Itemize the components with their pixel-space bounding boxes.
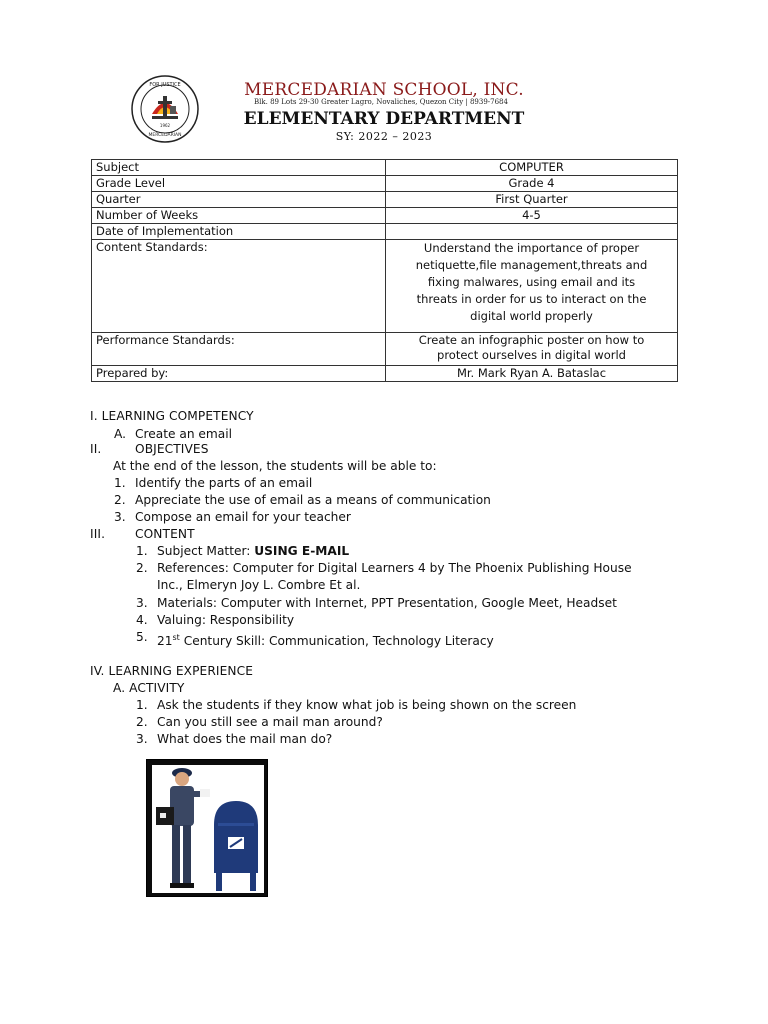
- table-row: [92, 176, 678, 192]
- section-numeral: II.: [90, 442, 102, 456]
- school-year: SY: 2022 – 2023: [335, 130, 433, 143]
- row-value: Grade 4: [386, 176, 678, 192]
- table-row: [92, 366, 678, 382]
- list-marker: 1.: [136, 698, 148, 712]
- lesson-info-table: [91, 159, 678, 382]
- row-label: Prepared by:: [92, 366, 386, 382]
- list-item: Create an email: [135, 427, 233, 441]
- row-value: COMPUTER: [386, 160, 678, 176]
- list-marker: A.: [114, 427, 126, 441]
- list-marker: 5.: [136, 630, 148, 644]
- list-item-continuation: Inc., Elmeryn Joy L. Combre Et al.: [157, 578, 361, 592]
- svg-text:1962: 1962: [159, 123, 171, 128]
- list-item: Identify the parts of an email: [135, 476, 313, 490]
- list-marker: 3.: [136, 596, 148, 610]
- table-row: [92, 192, 678, 208]
- row-label: Grade Level: [92, 176, 386, 192]
- section-heading: OBJECTIVES: [135, 442, 209, 456]
- section-intro: At the end of the lesson, the students will be able to:: [113, 459, 437, 473]
- row-value: [386, 224, 678, 240]
- section-heading: I. LEARNING COMPETENCY: [90, 409, 254, 423]
- letterhead: [0, 74, 768, 154]
- row-label: Quarter: [92, 192, 386, 208]
- list-marker: 2.: [114, 493, 126, 507]
- row-value: Understand the importance of proper netiquette,file management,threats and fixing malwares, using email and its threats in order for us to interact on the digital world properly: [386, 240, 678, 333]
- row-label: Content Standards:: [92, 240, 386, 333]
- list-marker: 2.: [136, 561, 148, 575]
- list-marker: 1.: [114, 476, 126, 490]
- section-numeral: III.: [90, 527, 106, 541]
- mailman-photo: [146, 759, 268, 897]
- svg-text:FOR JUSTICE: FOR JUSTICE: [149, 82, 181, 88]
- table-row: [92, 208, 678, 224]
- list-marker: 1.: [136, 544, 148, 558]
- row-value: Create an infographic poster on how to protect ourselves in digital world: [386, 333, 678, 366]
- list-marker: 3.: [114, 510, 126, 524]
- row-label: Number of Weeks: [92, 208, 386, 224]
- list-item: References: Computer for Digital Learners 4 by The Phoenix Publishing House: [157, 561, 632, 575]
- list-item: Ask the students if they know what job is being shown on the screen: [157, 698, 577, 712]
- row-label: Subject: [92, 160, 386, 176]
- row-label: Date of Implementation: [92, 224, 386, 240]
- school-address: Blk. 89 Lots 29-30 Greater Lagro, Novaliches, Quezon City | 8939-7684: [254, 98, 508, 106]
- mailman-illustration: [152, 765, 264, 893]
- section-heading: CONTENT: [135, 527, 195, 541]
- row-value: First Quarter: [386, 192, 678, 208]
- table-row: [92, 333, 678, 366]
- row-value: Mr. Mark Ryan A. Bataslac: [386, 366, 678, 382]
- list-item: Valuing: Responsibility: [157, 613, 295, 627]
- list-marker: 4.: [136, 613, 148, 627]
- list-item: Subject Matter: USING E-MAIL: [157, 544, 350, 558]
- table-row: [92, 160, 678, 176]
- section-heading: IV. LEARNING EXPERIENCE: [90, 664, 254, 678]
- list-item: 21st Century Skill: Communication, Technology Literacy: [157, 633, 494, 649]
- school-name: MERCEDARIAN SCHOOL, INC.: [244, 80, 524, 100]
- list-item: Appreciate the use of email as a means of communication: [135, 493, 491, 507]
- list-item: Materials: Computer with Internet, PPT Presentation, Google Meet, Headset: [157, 596, 617, 610]
- list-marker: 2.: [136, 715, 148, 729]
- list-item: What does the mail man do?: [157, 732, 333, 746]
- department-title: ELEMENTARY DEPARTMENT: [243, 109, 525, 129]
- row-label: Performance Standards:: [92, 333, 386, 366]
- list-marker: 3.: [136, 732, 148, 746]
- list-item: Can you still see a mail man around?: [157, 715, 383, 729]
- subsection-heading: A. ACTIVITY: [113, 681, 185, 695]
- svg-text:MERCEDARIAN: MERCEDARIAN: [148, 133, 182, 138]
- list-item: Compose an email for your teacher: [135, 510, 351, 524]
- table-row: [92, 240, 678, 333]
- table-row: [92, 224, 678, 240]
- row-value: 4-5: [386, 208, 678, 224]
